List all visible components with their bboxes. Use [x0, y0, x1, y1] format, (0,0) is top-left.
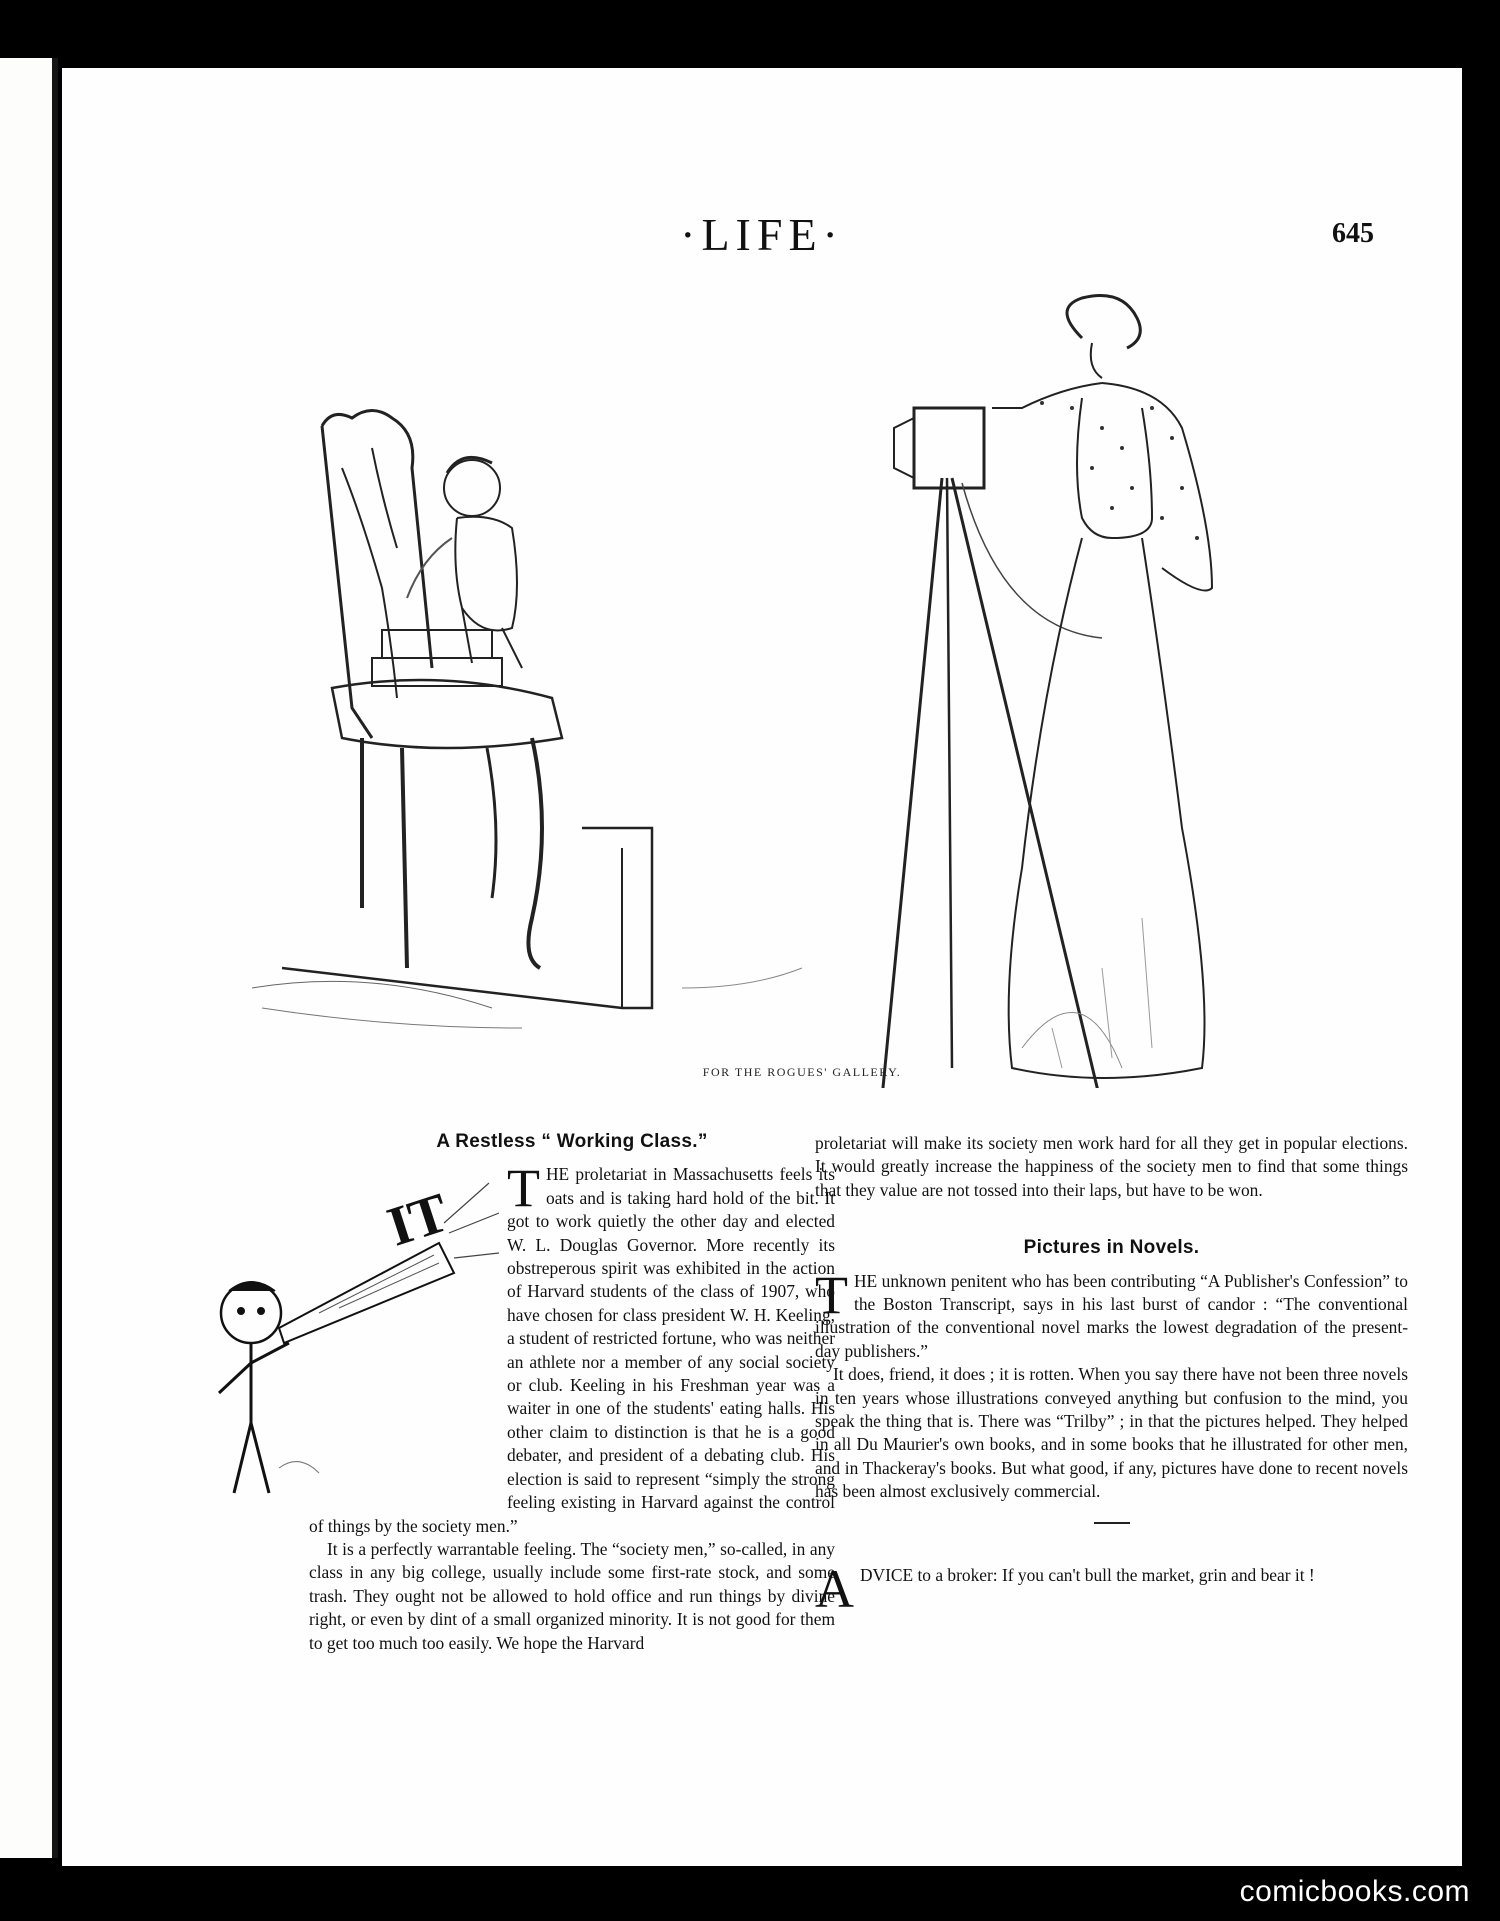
masthead: ·LIFE·	[680, 209, 844, 260]
article-title-working-class: A Restless “ Working Class.”	[436, 1131, 708, 1152]
adjacent-page-edge	[0, 58, 58, 1858]
article-left	[309, 1130, 835, 1655]
site-watermark: comicbooks.com	[1239, 1875, 1470, 1908]
working-class-para2: It is a perfectly warrantable feeling. The “society men,” so-called, in any class in any big college, usually include some first-rate stock, and some trash. They ought not be allowed to hold office and run things by divine right, or even by dint of a small organized minority. It is not good for them to get too much too easily. We hope the Harvard	[309, 1538, 835, 1653]
megaphone-man-illustration	[189, 1163, 499, 1503]
magazine-page	[62, 68, 1462, 1866]
dropcap-t-right: T	[815, 1264, 848, 1325]
rogues-gallery-illustration	[222, 268, 1382, 1088]
illustration-caption: FOR THE ROGUES' GALLERY.	[702, 1065, 902, 1079]
dropcap-t-left: T	[507, 1158, 540, 1219]
pictures-novels-para1: HE unknown penitent who has been contributing “A Publisher's Confession” to the Boston Transcript, says in his last burst of candor : “The conventional illustration of the conventional novel marks the lowest degradation of the present-day publishers.”	[815, 1270, 1408, 1361]
article-title-pictures-in-novels: Pictures in Novels.	[1023, 1237, 1200, 1259]
pictures-novels-para2: It does, friend, it does ; it is rotten. When you say there have not been three novels in ten years whose illustrations conveyed anything but confusion to the mind, you speak the thing that is. There was “Trilby” ; in that the pictures helped. They helped in all Du Maurier's own books, and in some books that he illustrated for other men, and in Thackeray's books. But what good, if any, pictures have done to recent novels has been almost exclusively commercial.	[815, 1364, 1408, 1502]
page-number: 645	[1332, 218, 1374, 249]
megaphone-text: IT	[380, 1181, 456, 1260]
working-class-para1: HE proletariat in Massachusetts feels its oats and is taking hard hold of the bit. It got to work quietly the other day and elected W. L. Douglas Governor. More recently its obstreperous spirit was exhibited in the action of Harvard students of the class of 1907, who have chosen for class president W. H. Keeling, a student of restricted fortune, who was neither an athlete nor a member of any social society or club. Keeling in his Freshman year was a waiter in one of the students' eating halls. His other claim to distinction is that he is a good debater, and president of a debating club. His election is said to represent “simply the strong feeling existing in Harvard against the control of things by the society men.”	[309, 1164, 835, 1536]
dropcap-a: A	[815, 1558, 854, 1619]
working-class-continuation: proletariat will make its society men work hard for all they get in popular elections. It would greatly increase the happiness of the society men to find that some things that they value are not tossed into their laps, but have to be won.	[815, 1133, 1408, 1200]
section-divider	[1094, 1522, 1130, 1524]
advice-text: DVICE to a broker: If you can't bull the market, grin and bear it !	[860, 1564, 1315, 1585]
article-right	[815, 1132, 1408, 1619]
